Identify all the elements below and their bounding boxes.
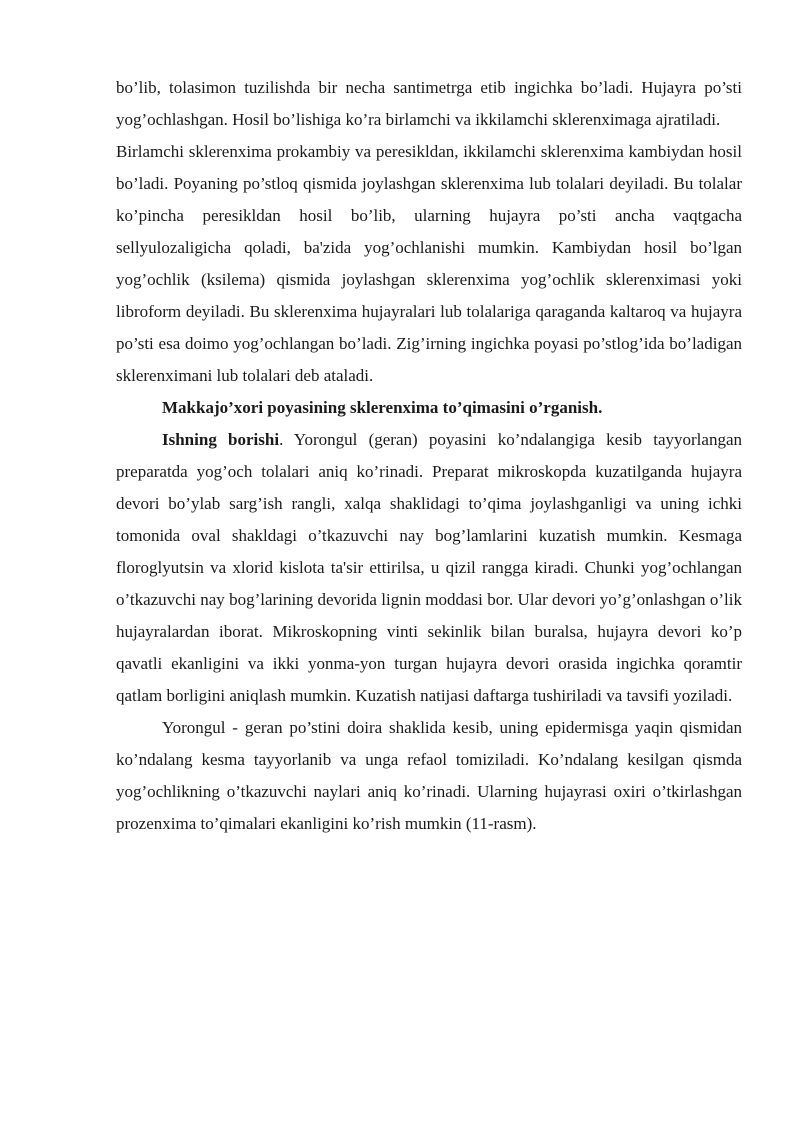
paragraph-3 — [116, 424, 742, 712]
paragraph-2: Birlamchi sklerenxima prokambiy va peresikldan, ikkilamchi sklerenxima kambiydan hosil bo’ladi. Poyaning po’stloq qismida joylashgan sklerenxima lub tolalari deyiladi. Bu tolalar ko’pincha peresikldan hosil bo’lib, ularning hujayra po’sti ancha vaqtgacha sellyulozaligicha qoladi, ba'zida yog’ochlanishi mumkin. Kambiydan hosil bo’lgan yog’ochlik (ksilema) qismida joylashgan sklerenxima yog’ochlik sklerenximasi yoki libroform deyiladi. Bu sklerenxima hujayralari lub tolalariga qaraganda kaltaroq va hujayra po’sti esa doimo yog’ochlangan bo’ladi. Zig’irning ingichka poyasi po’stlog’ida bo’ladigan sklerenximani lub tolalari deb ataladi. — [116, 142, 742, 385]
paragraph-3-body: . Yorongul (geran) poyasini ko’ndalangiga kesib tayyorlangan preparatda yog’och tolalari aniq ko’rinadi. Preparat mikroskopda kuzatilganda hujayra devori bo’ylab sarg’ish rangli, xalqa shaklidagi to’qima joylashganligi va uning ichki tomonida oval shakldagi o’tkazuvchi nay bog’lamlarini kuzatish mumkin. Kesmaga floroglyutsin va xlorid kislota ta'sir ettirilsa, u qizil rangga kiradi. Chunki yog’ochlangan o’tkazuvchi nay bog’larining devorida lignin moddasi bor. Ular devori yo’g’onlashgan o’lik hujayralardan iborat. Mikroskopning vinti sekinlik bilan buralsa, hujayra devori ko’p qavatli ekanligini va ikki yonma-yon turgan hujayra devori orasida ingichka qoramtir qatlam borligini aniqlash mumkin. Kuzatish natijasi daftarga tushiriladi va tavsifi yoziladi. — [116, 430, 742, 705]
paragraph-4: Yorongul - geran po’stini doira shaklida kesib, uning epidermisga yaqin qismidan ko’ndalang kesma tayyorlanib va unga refaol tomiziladi. Ko’ndalang kesilgan qismda yog’ochlikning o’tkazuvchi naylari aniq ko’rinadi. Ularning hujayrasi oxiri o’tkirlashgan prozenxima to’qimalari ekanligini ko’rish mumkin (11-rasm). — [116, 718, 742, 833]
paragraph-1: bo’lib, tolasimon tuzilishda bir necha santimetrga etib ingichka bo’ladi. Hujayra po’sti yog’ochlashgan. Hosil bo’lishiga ko’ra birlamchi va ikkilamchi sklerenximaga ajratiladi. — [116, 78, 742, 129]
paragraph-3-lead: Ishning borishi — [162, 430, 280, 449]
document-page — [116, 72, 742, 840]
section-heading: Makkajo’xori poyasining sklerenxima to’qimasini o’rganish. — [162, 398, 603, 417]
